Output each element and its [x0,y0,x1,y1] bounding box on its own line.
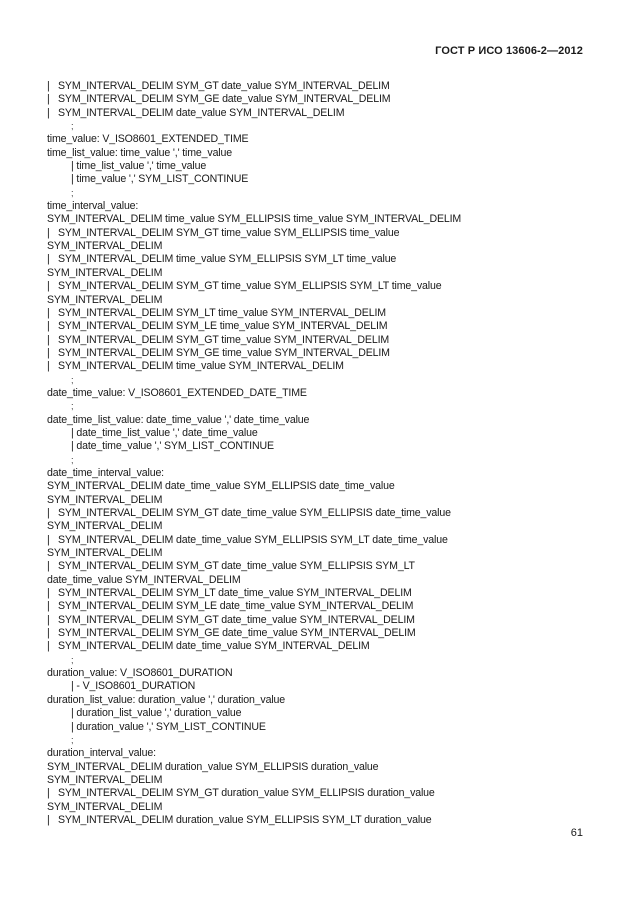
grammar-line: SYM_INTERVAL_DELIM [47,293,163,306]
grammar-line: | SYM_INTERVAL_DELIM date_value SYM_INTERVAL_DELIM [47,106,345,119]
grammar-line: | SYM_INTERVAL_DELIM SYM_GT time_value SYM_INTERVAL_DELIM [47,333,390,346]
grammar-line: SYM_INTERVAL_DELIM [47,493,163,506]
grammar-line: | SYM_INTERVAL_DELIM SYM_GT date_value SYM_INTERVAL_DELIM [47,80,390,92]
grammar-listing [47,80,587,827]
grammar-line: | SYM_INTERVAL_DELIM SYM_GE date_time_value SYM_INTERVAL_DELIM [47,627,416,640]
grammar-line: SYM_INTERVAL_DELIM [47,547,163,560]
grammar-line: SYM_INTERVAL_DELIM [47,773,163,786]
document-code-header: ГОСТ Р ИСО 13606-2—2012 [435,45,583,57]
rule-terminator: ; [71,454,74,465]
grammar-line: | SYM_INTERVAL_DELIM SYM_GT date_time_value SYM_ELLIPSIS date_time_value [47,507,451,519]
grammar-line: | duration_list_value ',' duration_value [71,707,242,720]
grammar-line: | - V_ISO8601_DURATION [71,680,196,693]
grammar-line: time_interval_value: [47,200,139,213]
rule-terminator: ; [71,374,74,385]
grammar-line: | SYM_INTERVAL_DELIM SYM_LE date_time_value SYM_INTERVAL_DELIM [47,600,414,613]
grammar-line: | SYM_INTERVAL_DELIM SYM_GT date_time_value SYM_ELLIPSIS SYM_LT [47,560,415,573]
grammar-line: | SYM_INTERVAL_DELIM SYM_LT date_time_value SYM_INTERVAL_DELIM [47,587,412,600]
grammar-line: date_time_value SYM_INTERVAL_DELIM [47,573,241,586]
grammar-line: date_time_interval_value: [47,466,164,479]
grammar-line: duration_interval_value: [47,747,156,760]
grammar-line: SYM_INTERVAL_DELIM duration_value SYM_ELLIPSIS duration_value [47,760,379,773]
grammar-line: | SYM_INTERVAL_DELIM time_value SYM_INTERVAL_DELIM [47,360,344,373]
grammar-line: | SYM_INTERVAL_DELIM SYM_GT time_value SYM_ELLIPSIS SYM_LT time_value [47,280,442,293]
grammar-line: | SYM_INTERVAL_DELIM SYM_GT time_value SYM_ELLIPSIS time_value [47,226,400,239]
grammar-line: | SYM_INTERVAL_DELIM SYM_GT duration_value SYM_ELLIPSIS duration_value [47,787,435,800]
grammar-line: time_value: V_ISO8601_EXTENDED_TIME [47,133,249,146]
grammar-line: | SYM_INTERVAL_DELIM SYM_GE date_value SYM_INTERVAL_DELIM [47,93,391,106]
grammar-line: date_time_value: V_ISO8601_EXTENDED_DATE_TIME [47,386,307,399]
grammar-line: SYM_INTERVAL_DELIM [47,240,163,253]
grammar-line: | date_time_list_value ',' date_time_value [71,426,258,439]
grammar-line: SYM_INTERVAL_DELIM date_time_value SYM_ELLIPSIS date_time_value [47,480,395,493]
grammar-line: | SYM_INTERVAL_DELIM SYM_GT date_time_value SYM_INTERVAL_DELIM [47,613,415,626]
grammar-line: | time_list_value ',' time_value [71,160,207,173]
grammar-line: | time_value ',' SYM_LIST_CONTINUE [71,173,249,186]
rule-terminator: ; [71,654,74,665]
grammar-line: duration_value: V_ISO8601_DURATION [47,667,233,680]
grammar-line: | date_time_value ',' SYM_LIST_CONTINUE [71,440,274,453]
rule-terminator: ; [71,121,74,132]
grammar-line: | duration_value ',' SYM_LIST_CONTINUE [71,720,266,733]
grammar-line: SYM_INTERVAL_DELIM [47,520,163,533]
grammar-line: | SYM_INTERVAL_DELIM date_time_value SYM_ELLIPSIS SYM_LT date_time_value [47,533,448,546]
grammar-line: | SYM_INTERVAL_DELIM SYM_LE time_value SYM_INTERVAL_DELIM [47,320,388,333]
grammar-line: SYM_INTERVAL_DELIM [47,266,163,279]
grammar-line: | SYM_INTERVAL_DELIM date_time_value SYM_INTERVAL_DELIM [47,640,370,653]
grammar-line: duration_list_value: duration_value ',' duration_value [47,693,286,706]
grammar-line: date_time_list_value: date_time_value ',' date_time_value [47,413,310,426]
grammar-line: | SYM_INTERVAL_DELIM duration_value SYM_ELLIPSIS SYM_LT duration_value [47,813,432,826]
grammar-line: SYM_INTERVAL_DELIM time_value SYM_ELLIPSIS time_value SYM_INTERVAL_DELIM [47,213,462,226]
grammar-line: | SYM_INTERVAL_DELIM time_value SYM_ELLIPSIS SYM_LT time_value [47,253,397,266]
grammar-line: | SYM_INTERVAL_DELIM SYM_GE time_value SYM_INTERVAL_DELIM [47,346,390,359]
rule-terminator: ; [71,401,74,412]
grammar-line: time_list_value: time_value ',' time_value [47,146,232,159]
rule-terminator: ; [71,187,74,198]
grammar-line: | SYM_INTERVAL_DELIM SYM_LT time_value SYM_INTERVAL_DELIM [47,306,386,319]
page-number: 61 [570,827,583,839]
rule-terminator: ; [71,734,74,745]
grammar-line: SYM_INTERVAL_DELIM [47,800,163,813]
